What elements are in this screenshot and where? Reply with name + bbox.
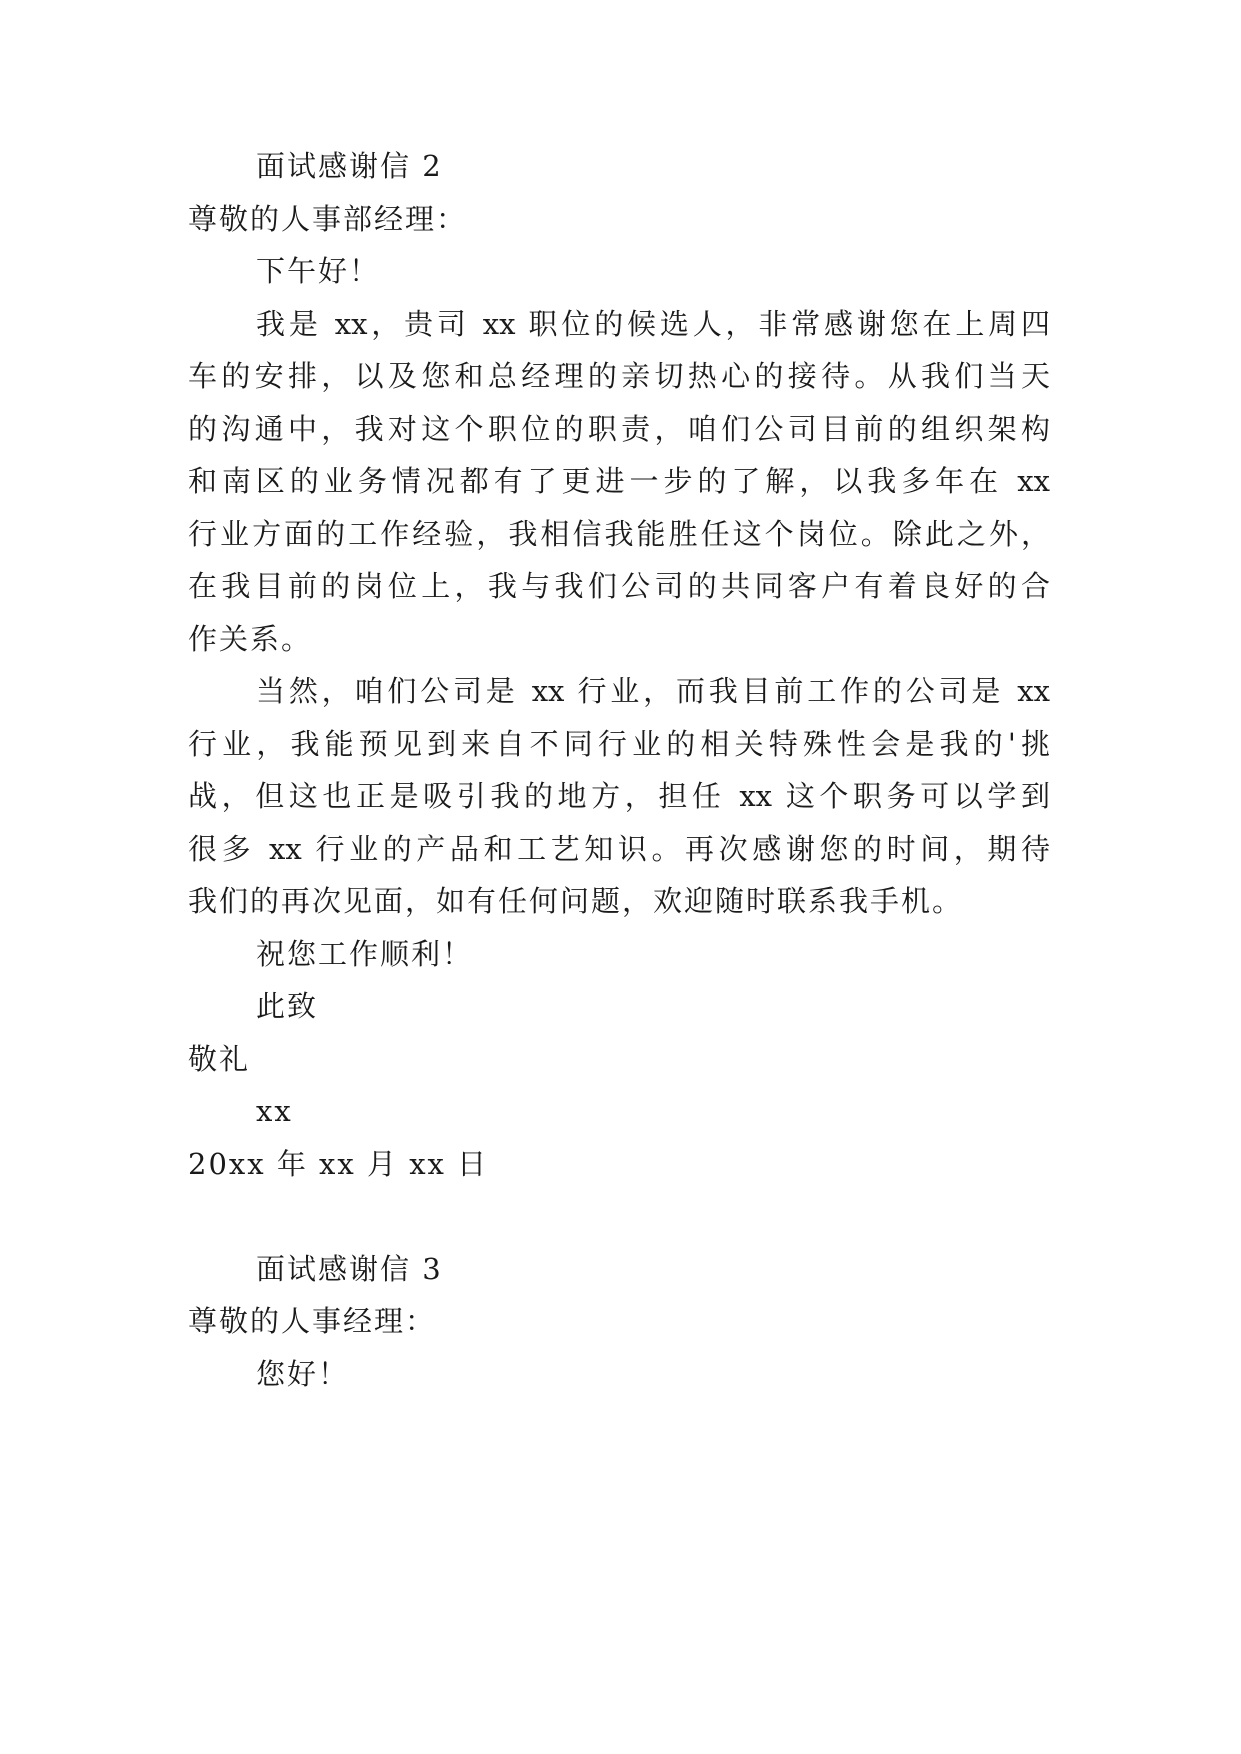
salutation: 尊敬的人事部经理： [188,202,468,236]
paragraph-line: 我是 xx，贵司 xx 职位的候选人，非常感谢您在上周四 [256,307,1050,341]
closing-line: 敬礼 [188,1042,251,1076]
signature: xx [256,1094,293,1128]
date-line: 20xx 年 xx 月 xx 日 [188,1147,489,1181]
paragraph-line: 作关系。 [188,622,313,656]
salutation: 尊敬的人事经理： [188,1304,437,1338]
paragraph-line: 战，但这也正是吸引我的地方，担任 xx 这个职务可以学到 [188,779,1050,813]
paragraph-line: 我们的再次见面，如有任何问题，欢迎随时联系我手机。 [188,884,964,918]
paragraph-line: 当然，咱们公司是 xx 行业，而我目前工作的公司是 xx [256,674,1050,708]
paragraph-line: 行业，我能预见到来自不同行业的相关特殊性会是我的'挑 [188,727,1050,761]
closing-line: 此致 [256,989,319,1023]
wish-line: 祝您工作顺利！ [256,937,474,971]
paragraph-line: 的沟通中，我对这个职位的职责，咱们公司目前的组织架构 [188,412,1050,446]
paragraph-line: 在我目前的岗位上，我与我们公司的共同客户有着良好的合 [188,569,1050,603]
paragraph-line: 和南区的业务情况都有了更进一步的了解，以我多年在 xx [188,464,1050,498]
greeting: 下午好！ [256,254,381,288]
paragraph-line: 车的安排，以及您和总经理的亲切热心的接待。从我们当天 [188,359,1050,393]
letter-heading: 面试感谢信 3 [256,1252,443,1286]
paragraph-line: 行业方面的工作经验，我相信我能胜任这个岗位。除此之外， [188,517,1050,551]
greeting: 您好！ [256,1357,350,1391]
paragraph-line: 很多 xx 行业的产品和工艺知识。再次感谢您的时间，期待 [188,832,1050,866]
letter-heading: 面试感谢信 2 [256,149,443,183]
